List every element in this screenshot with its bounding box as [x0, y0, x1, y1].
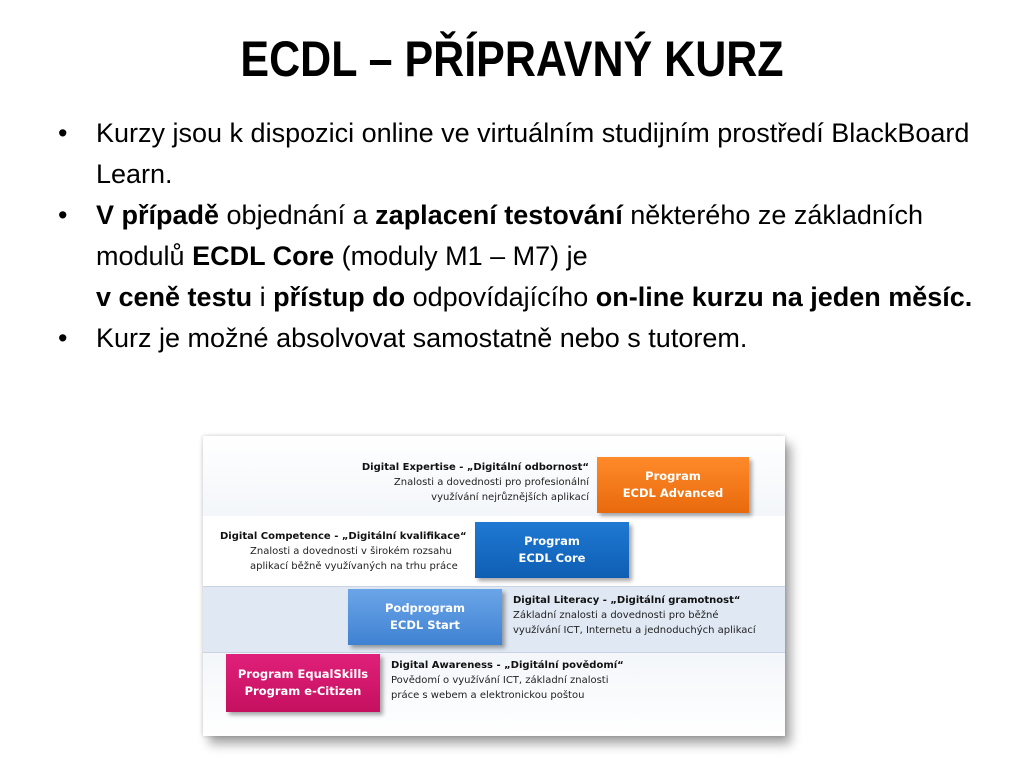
- box-ecdl-advanced: [597, 457, 749, 513]
- desc-line: Znalosti a dovednosti v širokém rozsahu: [250, 546, 452, 557]
- box-ecdl-start: [348, 589, 502, 645]
- bullet-text: objednání a: [219, 200, 376, 230]
- band-divider: [203, 586, 785, 587]
- band-divider: [203, 652, 785, 653]
- bullet-text: odpovídajícího: [405, 282, 596, 312]
- desc-heading: Digital Competence - „Digitální kvalifikace“: [220, 531, 467, 542]
- bullet-item-3: [56, 318, 986, 359]
- box-line: Program e-Citizen: [244, 684, 362, 698]
- desc-line: Základní znalosti a dovednosti pro běžné: [513, 610, 719, 621]
- bullet-bold-text: zaplacení testování: [375, 200, 623, 230]
- desc-competence: [220, 529, 467, 574]
- bullet-bold-text: v ceně testu: [96, 282, 253, 312]
- desc-line: práce s webem a elektronickou poštou: [391, 690, 585, 701]
- box-line: ECDL Core: [518, 551, 586, 565]
- bullet-bold-text: on-line kurzu na jeden měsíc.: [595, 282, 973, 312]
- bullet-list: [56, 113, 986, 359]
- box-equalskills: [226, 654, 380, 712]
- bullet-bold-text: ECDL Core: [192, 241, 335, 271]
- box-ecdl-core: [475, 522, 629, 578]
- box-line: Program EqualSkills: [237, 667, 369, 681]
- box-line: ECDL Advanced: [622, 486, 724, 500]
- desc-awareness: [391, 658, 624, 703]
- bullet-bold-text: V případě: [96, 200, 220, 230]
- bullet-text: Kurzy jsou k dispozici online ve virtuálním studijním prostředí BlackBoard Learn.: [96, 118, 970, 189]
- desc-line: Povědomí o využívání ICT, základní znalosti: [391, 675, 609, 686]
- desc-heading: Digital Awareness - „Digitální povědomí“: [391, 660, 624, 671]
- desc-line: Znalosti a dovednosti pro profesionální: [393, 477, 589, 488]
- box-line: ECDL Start: [390, 618, 460, 632]
- desc-expertise: [362, 460, 589, 505]
- bullet-text: (moduly M1 – M7) je: [334, 241, 588, 271]
- desc-line: aplikací běžně využívaných na trhu práce: [250, 561, 458, 572]
- desc-literacy: [513, 593, 756, 638]
- desc-heading: Digital Literacy - „Digitální gramotnost“: [513, 595, 741, 606]
- box-line: Program: [645, 469, 701, 483]
- bullet-text: Kurz je možné absolvovat samostatně nebo s tutorem.: [96, 323, 748, 353]
- slide-title: ECDL – PŘÍPRAVNÝ KURZ: [240, 31, 784, 87]
- bullet-item-2: [56, 195, 986, 318]
- ecdl-levels-diagram: [203, 436, 785, 736]
- bullet-item-1: [56, 113, 986, 195]
- bullet-text: i: [252, 282, 274, 312]
- box-line: Podprogram: [384, 601, 465, 615]
- box-line: Program: [524, 534, 580, 548]
- desc-line: využívání ICT, Internetu a jednoduchých aplikací: [513, 625, 756, 636]
- bullet-text: některého ze základních modulů: [96, 200, 923, 271]
- bullet-bold-text: přístup do: [273, 282, 406, 312]
- desc-heading: Digital Expertise - „Digitální odbornost“: [361, 462, 589, 473]
- desc-line: využívání nejrůznějších aplikací: [431, 492, 589, 503]
